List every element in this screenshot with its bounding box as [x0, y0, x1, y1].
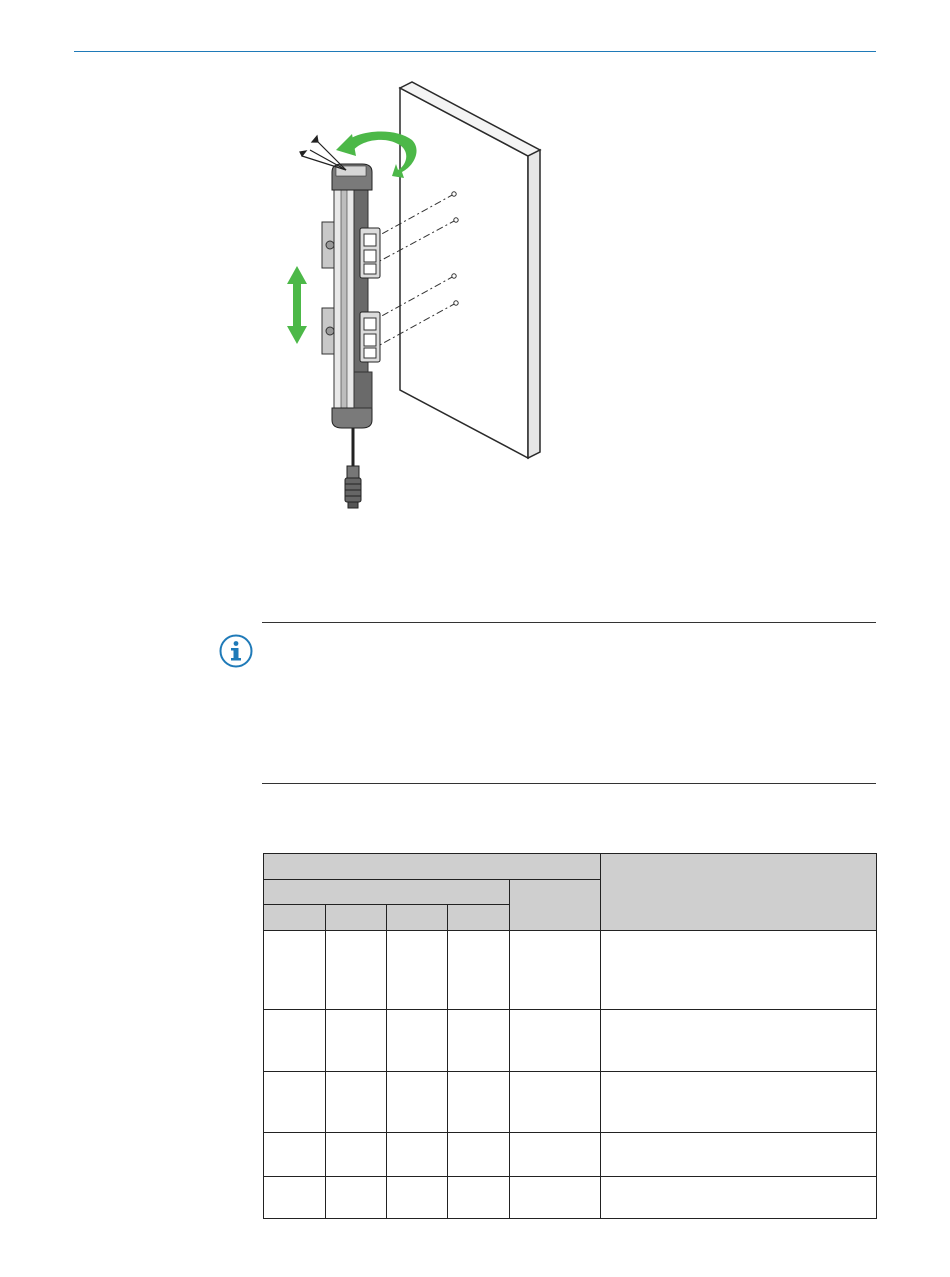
table-cell [448, 1072, 510, 1133]
table-cell [510, 931, 601, 1010]
table-header-subgroup-left [264, 880, 510, 905]
height-adjust-arrow-icon [287, 266, 307, 344]
table-cell [510, 1177, 601, 1219]
table-row [264, 1072, 877, 1133]
table-cell [387, 1072, 448, 1133]
table-header-col-4 [448, 905, 510, 931]
table-cell [326, 1177, 387, 1219]
table-cell [264, 1072, 326, 1133]
light-bar-sensor [322, 164, 380, 508]
table-header-col-1 [264, 905, 326, 931]
table-cell [601, 1072, 877, 1133]
table-cell [601, 1010, 877, 1072]
table-cell [448, 1177, 510, 1219]
table-cell [448, 1010, 510, 1072]
screw-icon [454, 301, 458, 305]
table-row [264, 1010, 877, 1072]
table-row [264, 931, 877, 1010]
mounting-illustration [270, 80, 560, 520]
table-cell [387, 1133, 448, 1177]
table-cell [264, 1133, 326, 1177]
table-cell [510, 1010, 601, 1072]
table-cell [387, 1010, 448, 1072]
screw-icon [454, 218, 458, 222]
table-cell [387, 931, 448, 1010]
table-cell [510, 1133, 601, 1177]
table-cell [448, 1133, 510, 1177]
table-cell [326, 1133, 387, 1177]
table-cell [601, 931, 877, 1010]
wall-plate [400, 82, 540, 458]
mounting-bracket [360, 312, 380, 362]
table-cell [326, 1010, 387, 1072]
header-rule [74, 51, 876, 52]
table-cell [510, 1072, 601, 1133]
table-header-group-left [264, 854, 601, 880]
table-header-subgroup-right [510, 880, 601, 931]
table-header-group-right [601, 854, 877, 931]
table-cell [448, 931, 510, 1010]
table-cell [601, 1177, 877, 1219]
table-header-col-3 [387, 905, 448, 931]
screw-icon [452, 274, 456, 278]
spec-table [263, 853, 877, 1219]
note-rule-bottom [262, 783, 876, 784]
table-cell [601, 1133, 877, 1177]
table-cell [326, 1072, 387, 1133]
table-row [264, 1177, 877, 1219]
table-cell [264, 1010, 326, 1072]
note-rule-top [262, 622, 876, 623]
info-icon [219, 634, 253, 668]
mounting-bracket [360, 228, 380, 278]
table-cell [387, 1177, 448, 1219]
screw-icon [452, 192, 456, 196]
table-cell [264, 1177, 326, 1219]
table-cell [264, 931, 326, 1010]
table-cell [326, 931, 387, 1010]
cable-connector-icon [345, 466, 361, 508]
table-header-col-2 [326, 905, 387, 931]
note-text [262, 634, 876, 774]
table-row [264, 1133, 877, 1177]
